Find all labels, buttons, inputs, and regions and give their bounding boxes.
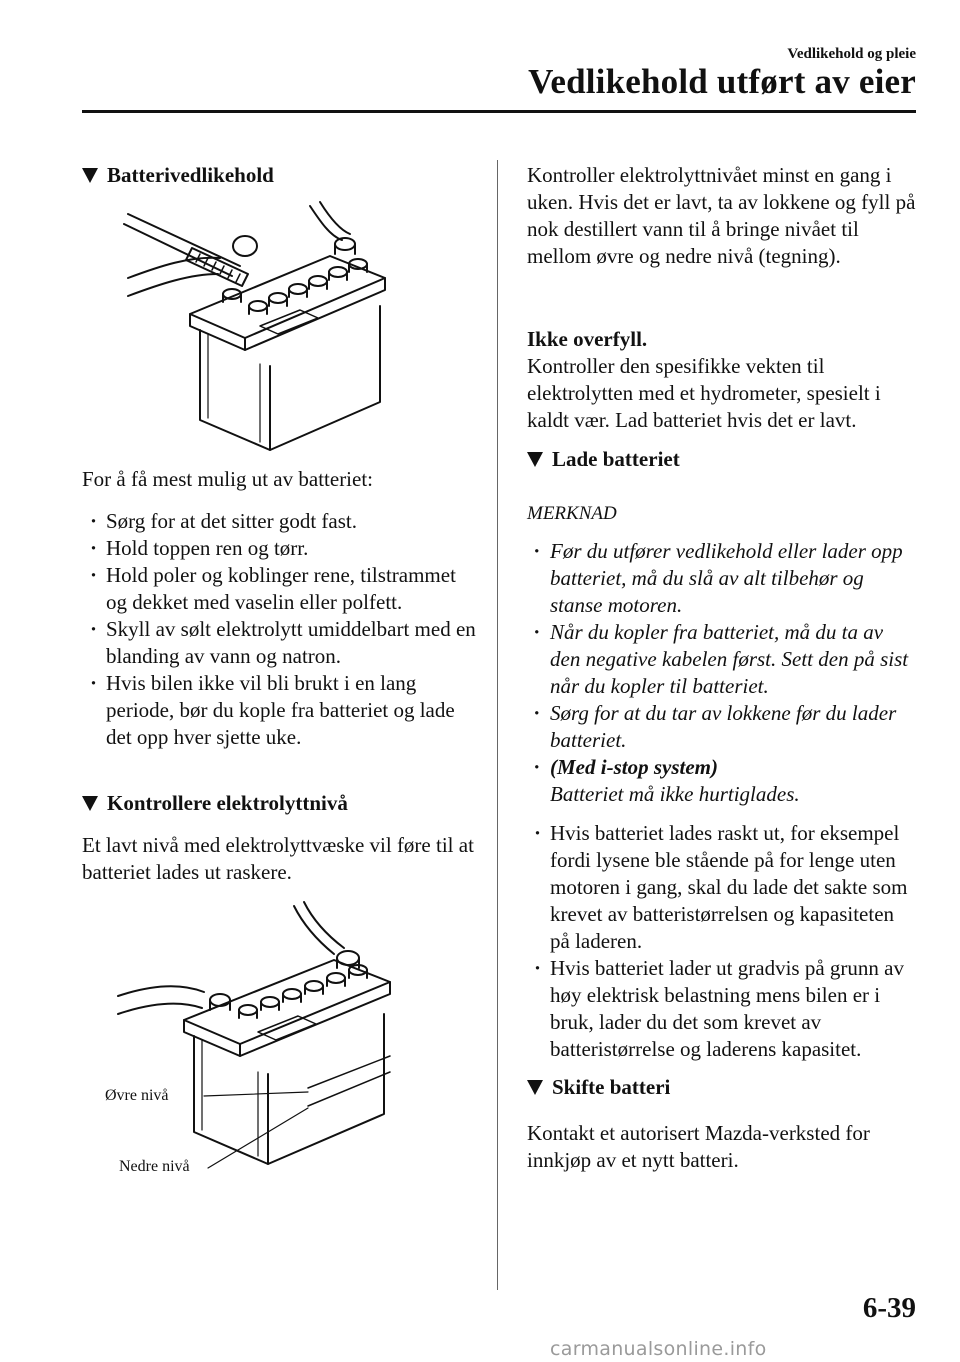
- check-electrolyte-text: Kontroller elektrolyttnivået minst en gang i uken. Hvis det er lavt, ta av lokkene og fyll på nok destillert vann til å bringe nivået til mellom øvre og nedre nivå (tegning).: [527, 163, 916, 268]
- list-item: · Hvis batteriet lades raskt ut, for eksempel fordi lysene ble stående på for lenge uten motoren i gang, skal du lade det sakte som krevet av batteristørrelsen og kapasiteten på laderen.: [530, 820, 918, 955]
- list-item: · Sørg for at det sitter godt fast.: [86, 508, 476, 535]
- heading-replace: Skifte batteri: [527, 1074, 917, 1101]
- triangle-bullet-icon: [527, 452, 543, 467]
- triangle-bullet-icon: [527, 1080, 543, 1095]
- page-number: 6-39: [862, 1292, 916, 1324]
- battery-maintenance-list: [86, 508, 476, 751]
- specific-gravity-text: Kontroller den spesifikke vekten til elektrolytten med et hydrometer, spesielt i kaldt vær. Lad batteriet hvis det er lavt.: [527, 354, 881, 432]
- triangle-bullet-icon: [82, 796, 98, 811]
- header-rule: [82, 110, 916, 113]
- note-item: · Før du utfører vedlikehold eller lader opp batteriet, må du slå av alt tilbehør og stanse motoren.: [530, 538, 918, 619]
- istop-text: Batteriet må ikke hurtiglades.: [550, 782, 800, 806]
- charging-list: [530, 820, 918, 1063]
- heading-charging: Lade batteriet: [527, 446, 917, 473]
- charging-notes-list: [530, 538, 918, 808]
- battery-maintenance-intro: For å få mest mulig ut av batteriet:: [82, 467, 374, 491]
- list-item: · Hvis batteriet lader ut gradvis på grunn av høy elektrisk belastning mens bilen er i bruk, lader du det som krevet av batteristørrelse og laderens kapasitet.: [530, 955, 918, 1063]
- section-label: Vedlikehold og pleie: [787, 46, 916, 62]
- istop-title: (Med i-stop system): [550, 755, 718, 779]
- list-item: · Skyll av sølt elektrolytt umiddelbart med en blanding av vann og natron.: [86, 616, 476, 670]
- watermark: carmanualsonline.info: [550, 1338, 767, 1360]
- electrolyte-level-illustration: [108, 896, 418, 1182]
- list-item: · Hold poler og koblinger rene, tilstrammet og dekket med vaselin eller polfett.: [86, 562, 476, 616]
- heading-electrolyte: Kontrollere elektrolyttnivå: [82, 790, 482, 817]
- upper-level-label: Øvre nivå: [105, 1087, 169, 1104]
- list-item: · Hold toppen ren og tørr.: [86, 535, 476, 562]
- column-divider: [497, 160, 498, 1290]
- no-overfill-text: Ikke overfyll.: [527, 327, 648, 351]
- lower-level-label: Nedre nivå: [119, 1158, 190, 1175]
- note-label: MERKNAD: [527, 503, 617, 524]
- note-item: · Når du kopler fra batteriet, må du ta av den negative kabelen først. Sett den på sist når du kopler til batteriet.: [530, 619, 918, 700]
- list-item: · Hvis bilen ikke vil bli brukt i en lang periode, bør du kople fra batteriet og lade det opp hver sjette uke.: [86, 670, 476, 751]
- page-title: Vedlikehold utført av eier: [528, 62, 916, 101]
- battery-cleaning-illustration: [120, 196, 410, 456]
- replace-text: Kontakt et autorisert Mazda-verksted for innkjøp av et nytt batteri.: [527, 1121, 870, 1172]
- electrolyte-text: Et lavt nivå med elektrolyttvæske vil føre til at batteriet lades ut raskere.: [82, 833, 474, 884]
- note-item: [530, 754, 918, 808]
- heading-battery-maintenance: Batterivedlikehold: [82, 162, 482, 189]
- note-item: · Sørg for at du tar av lokkene før du lader batteriet.: [530, 700, 918, 754]
- triangle-bullet-icon: [82, 168, 98, 183]
